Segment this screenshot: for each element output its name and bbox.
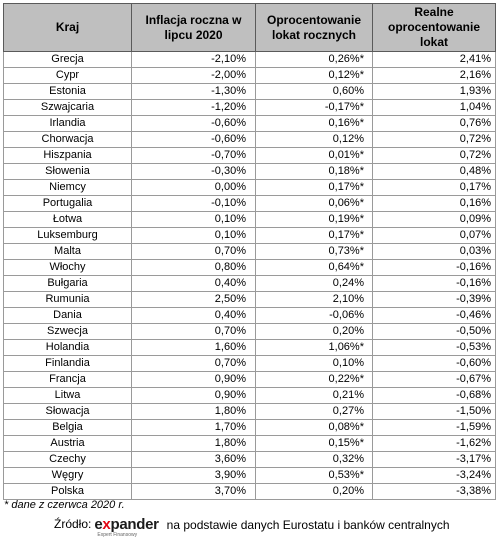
country-cell: Francja — [4, 372, 132, 388]
inflation-cell: -0,10% — [132, 196, 256, 212]
deposit-rate-cell: 0,12%* — [256, 68, 373, 84]
table-row — [4, 68, 496, 84]
inflation-cell: 0,70% — [132, 356, 256, 372]
country-cell: Chorwacja — [4, 132, 132, 148]
real-rate-cell: -0,46% — [373, 308, 496, 324]
deposit-rate-cell: -0,17%* — [256, 100, 373, 116]
real-rate-cell: 0,48% — [373, 164, 496, 180]
country-cell: Portugalia — [4, 196, 132, 212]
country-cell: Litwa — [4, 388, 132, 404]
deposit-rate-cell: 0,19%* — [256, 212, 373, 228]
inflation-cell: 3,90% — [132, 468, 256, 484]
inflation-cell: 0,90% — [132, 388, 256, 404]
table-body — [4, 52, 496, 500]
deposit-rate-cell: 0,21% — [256, 388, 373, 404]
table-row — [4, 292, 496, 308]
real-rate-cell: -0,68% — [373, 388, 496, 404]
table-row — [4, 388, 496, 404]
deposit-rate-cell: 0,15%* — [256, 436, 373, 452]
table-row — [4, 228, 496, 244]
country-cell: Węgry — [4, 468, 132, 484]
inflation-cell: -2,00% — [132, 68, 256, 84]
real-rate-cell: -0,16% — [373, 260, 496, 276]
table-row — [4, 324, 496, 340]
real-rate-cell: 0,09% — [373, 212, 496, 228]
table-header-row — [4, 4, 496, 52]
expander-logo — [94, 517, 158, 538]
table-row — [4, 212, 496, 228]
inflation-cell: 1,60% — [132, 340, 256, 356]
country-cell: Malta — [4, 244, 132, 260]
table-row — [4, 276, 496, 292]
footnote: * dane z czerwca 2020 r. — [4, 499, 125, 511]
country-cell: Łotwa — [4, 212, 132, 228]
logo-tagline: Expert Finansowy — [97, 532, 138, 538]
real-rate-cell: 0,17% — [373, 180, 496, 196]
country-cell: Szwajcaria — [4, 100, 132, 116]
header-inflation: Inflacja roczna w lipcu 2020 — [132, 4, 256, 52]
country-cell: Szwecja — [4, 324, 132, 340]
inflation-cell: -0,30% — [132, 164, 256, 180]
real-rate-cell: 0,07% — [373, 228, 496, 244]
table-row — [4, 484, 496, 500]
table-row — [4, 84, 496, 100]
table-row — [4, 132, 496, 148]
real-rate-cell: -0,39% — [373, 292, 496, 308]
inflation-cell: -0,60% — [132, 132, 256, 148]
country-cell: Słowenia — [4, 164, 132, 180]
real-rate-cell: -0,67% — [373, 372, 496, 388]
real-rate-cell: -3,24% — [373, 468, 496, 484]
inflation-cell: -1,30% — [132, 84, 256, 100]
inflation-cell: 0,40% — [132, 308, 256, 324]
deposit-rate-cell: 1,06%* — [256, 340, 373, 356]
table-row — [4, 436, 496, 452]
country-cell: Grecja — [4, 52, 132, 68]
inflation-cell: -2,10% — [132, 52, 256, 68]
inflation-deposits-table — [3, 3, 496, 500]
deposit-rate-cell: 0,12% — [256, 132, 373, 148]
logo-x: x — [102, 516, 111, 533]
header-real-rate: Realne oprocentowanie lokat — [373, 4, 496, 52]
table-row — [4, 372, 496, 388]
inflation-cell: -1,20% — [132, 100, 256, 116]
real-rate-cell: -0,60% — [373, 356, 496, 372]
inflation-cell: 0,90% — [132, 372, 256, 388]
country-cell: Rumunia — [4, 292, 132, 308]
real-rate-cell: 2,16% — [373, 68, 496, 84]
real-rate-cell: -1,50% — [373, 404, 496, 420]
inflation-cell: 2,50% — [132, 292, 256, 308]
table-row — [4, 244, 496, 260]
country-cell: Cypr — [4, 68, 132, 84]
deposit-rate-cell: 0,08%* — [256, 420, 373, 436]
country-cell: Włochy — [4, 260, 132, 276]
deposit-rate-cell: 0,20% — [256, 324, 373, 340]
inflation-cell: 1,80% — [132, 404, 256, 420]
country-cell: Estonia — [4, 84, 132, 100]
inflation-cell: 0,10% — [132, 228, 256, 244]
real-rate-cell: -3,38% — [373, 484, 496, 500]
table-container — [3, 3, 495, 500]
real-rate-cell: 0,72% — [373, 132, 496, 148]
deposit-rate-cell: 0,17%* — [256, 228, 373, 244]
country-cell: Hiszpania — [4, 148, 132, 164]
country-cell: Belgia — [4, 420, 132, 436]
deposit-rate-cell: 0,22%* — [256, 372, 373, 388]
table-row — [4, 260, 496, 276]
table-row — [4, 52, 496, 68]
real-rate-cell: -1,62% — [373, 436, 496, 452]
deposit-rate-cell: -0,06% — [256, 308, 373, 324]
deposit-rate-cell: 0,20% — [256, 484, 373, 500]
real-rate-cell: -3,17% — [373, 452, 496, 468]
deposit-rate-cell: 0,18%* — [256, 164, 373, 180]
inflation-cell: -0,60% — [132, 116, 256, 132]
real-rate-cell: 0,72% — [373, 148, 496, 164]
source-text: na podstawie danych Eurostatu i banków centralnych — [166, 518, 450, 532]
deposit-rate-cell: 0,73%* — [256, 244, 373, 260]
table-row — [4, 148, 496, 164]
inflation-cell: -0,70% — [132, 148, 256, 164]
deposit-rate-cell: 0,10% — [256, 356, 373, 372]
country-cell: Bułgaria — [4, 276, 132, 292]
real-rate-cell: 0,76% — [373, 116, 496, 132]
country-cell: Finlandia — [4, 356, 132, 372]
country-cell: Niemcy — [4, 180, 132, 196]
table-row — [4, 452, 496, 468]
deposit-rate-cell: 0,24% — [256, 276, 373, 292]
deposit-rate-cell: 0,17%* — [256, 180, 373, 196]
country-cell: Irlandia — [4, 116, 132, 132]
deposit-rate-cell: 0,60% — [256, 84, 373, 100]
table-row — [4, 164, 496, 180]
real-rate-cell: 2,41% — [373, 52, 496, 68]
country-cell: Czechy — [4, 452, 132, 468]
logo-pre: e — [94, 516, 103, 533]
real-rate-cell: -0,16% — [373, 276, 496, 292]
inflation-cell: 0,70% — [132, 244, 256, 260]
deposit-rate-cell: 0,06%* — [256, 196, 373, 212]
source-label: Źródło: — [54, 517, 92, 531]
deposit-rate-cell: 0,64%* — [256, 260, 373, 276]
table-row — [4, 180, 496, 196]
country-cell: Holandia — [4, 340, 132, 356]
table-row — [4, 340, 496, 356]
header-country: Kraj — [4, 4, 132, 52]
deposit-rate-cell: 0,27% — [256, 404, 373, 420]
header-deposit-rate: Oprocentowanie lokat rocznych — [256, 4, 373, 52]
country-cell: Dania — [4, 308, 132, 324]
inflation-cell: 0,00% — [132, 180, 256, 196]
inflation-cell: 1,70% — [132, 420, 256, 436]
table-row — [4, 116, 496, 132]
deposit-rate-cell: 0,01%* — [256, 148, 373, 164]
real-rate-cell: -1,59% — [373, 420, 496, 436]
real-rate-cell: 0,16% — [373, 196, 496, 212]
country-cell: Austria — [4, 436, 132, 452]
deposit-rate-cell: 2,10% — [256, 292, 373, 308]
real-rate-cell: 1,93% — [373, 84, 496, 100]
logo-post: pander — [110, 516, 159, 533]
deposit-rate-cell: 0,26%* — [256, 52, 373, 68]
table-row — [4, 420, 496, 436]
inflation-cell: 1,80% — [132, 436, 256, 452]
country-cell: Luksemburg — [4, 228, 132, 244]
inflation-cell: 0,40% — [132, 276, 256, 292]
table-row — [4, 308, 496, 324]
deposit-rate-cell: 0,32% — [256, 452, 373, 468]
deposit-rate-cell: 0,16%* — [256, 116, 373, 132]
inflation-cell: 0,80% — [132, 260, 256, 276]
table-row — [4, 468, 496, 484]
source-line — [54, 517, 450, 538]
inflation-cell: 0,10% — [132, 212, 256, 228]
deposit-rate-cell: 0,53%* — [256, 468, 373, 484]
real-rate-cell: -0,53% — [373, 340, 496, 356]
table-row — [4, 100, 496, 116]
inflation-cell: 0,70% — [132, 324, 256, 340]
table-row — [4, 196, 496, 212]
country-cell: Polska — [4, 484, 132, 500]
inflation-cell: 3,60% — [132, 452, 256, 468]
country-cell: Słowacja — [4, 404, 132, 420]
real-rate-cell: -0,50% — [373, 324, 496, 340]
real-rate-cell: 1,04% — [373, 100, 496, 116]
table-row — [4, 404, 496, 420]
inflation-cell: 3,70% — [132, 484, 256, 500]
real-rate-cell: 0,03% — [373, 244, 496, 260]
table-row — [4, 356, 496, 372]
